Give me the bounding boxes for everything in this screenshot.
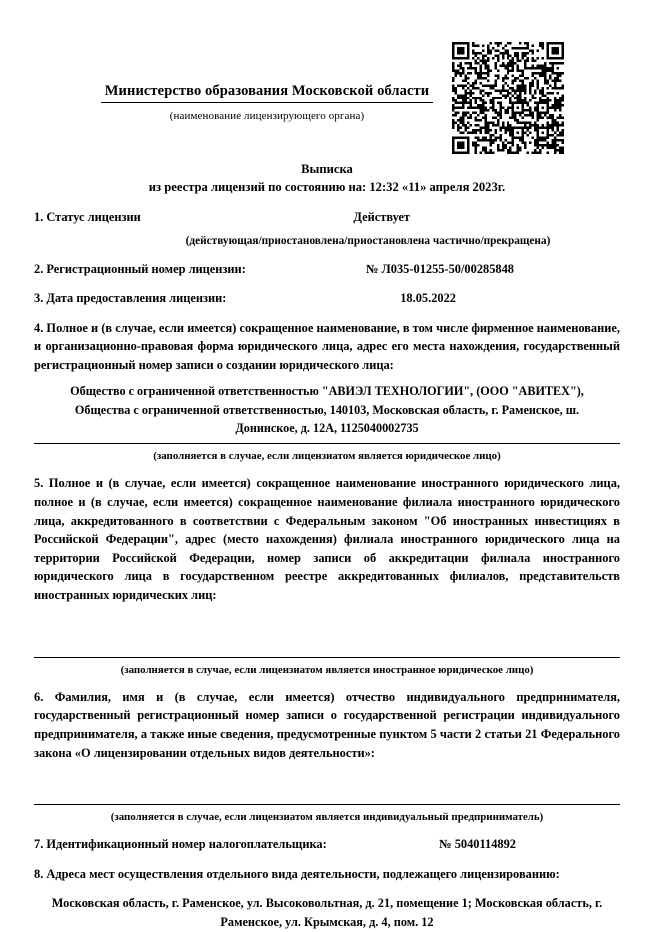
- item8-value-line2: Раменское, ул. Крымская, д. 4, пом. 12: [220, 914, 434, 929]
- registration-number-row: [34, 261, 620, 278]
- item8-value-line1: Московская область, г. Раменское, ул. Высоковольтная, д. 21, помещение 1; Московская область, г.: [51, 895, 603, 910]
- inn-label: 7. Идентификационный номер налогоплательщика:: [34, 837, 327, 852]
- issue-date-value: 18.05.2022: [400, 290, 456, 305]
- item5-rule: [34, 657, 620, 658]
- page-title: Министерство образования Московской области: [101, 82, 433, 103]
- license-status-row: [34, 209, 620, 226]
- item4-value-line2: Общества с ограниченной ответственностью, 140103, Московская область, г. Раменское, ш.: [74, 402, 580, 417]
- document-title-line2: из реестра лицензий по состоянию на: 12:32 «11» апреля 2023г.: [148, 180, 506, 195]
- inn-row: [34, 836, 620, 853]
- org-name-caption: (наименование лицензирующего органа): [169, 110, 365, 123]
- qr-code: [452, 42, 564, 154]
- registration-number-label: 2. Регистрационный номер лицензии:: [34, 262, 246, 277]
- registration-number-value: № Л035-01255-50/00285848: [366, 262, 514, 277]
- issue-date-label: 3. Дата предоставления лицензии:: [34, 290, 227, 305]
- item4-value-line3: Донинское, д. 12А, 1125040002735: [235, 420, 419, 435]
- license-status-value: Действует: [353, 209, 410, 224]
- item4-caption: (заполняется в случае, если лицензиатом является юридическое лицо): [153, 450, 501, 463]
- license-status-label: 1. Статус лицензии: [34, 209, 141, 224]
- item5-value-area: [34, 605, 620, 651]
- item6-rule: [34, 804, 620, 805]
- item6-caption: (заполняется в случае, если лицензиатом является индивидуальный предприниматель): [110, 811, 544, 824]
- item4-value: [34, 382, 620, 437]
- issue-date-row: [34, 290, 620, 307]
- item8-text: 8. Адреса мест осуществления отдельного вида деятельности, подлежащего лицензированию:: [34, 867, 560, 882]
- document-title: [34, 160, 620, 197]
- item5-text: 5. Полное и (в случае, если имеется) сокращенное наименование иностранного юридического лица, полное и (в случае, если имеется) сокращенное наименование филиала иностранного юридического лица, аккредитованного в соответствии с Федеральным законом "Об иностранных инвестициях в Российской Федерации", адрес (место нахождения) филиала иностранного юридического лица на территории Российской Федерации, номер записи об аккредитации филиала иностранного юридического лица в государственном реестре аккредитованных филиалов, представительств иностранных юридических лиц:: [34, 476, 620, 603]
- item5-caption: (заполняется в случае, если лицензиатом является иностранное юридическое лицо): [120, 663, 534, 676]
- item6-text: 6. Фамилия, имя и (в случае, если имеется) отчество индивидуального предпринимателя, государственный регистрационный номер записи о государственной регистрации индивидуального предпринимателя, а также иные сведения, предусмотренные пунктом 5 части 2 статьи 21 Федерального закона «О лицензировании отдельных видов деятельности»:: [34, 689, 620, 760]
- item4-text: 4. Полное и (в случае, если имеется) сокращенное наименование, в том числе фирменное наименование, и организационно-правовая форма юридического лица, адрес его места нахождения, государственный регистрационный номер записи о создании юридического лица:: [34, 320, 620, 372]
- item6-value-area: [34, 762, 620, 798]
- item4-rule: [34, 443, 620, 444]
- inn-value: № 5040114892: [439, 837, 516, 852]
- document-title-line1: Выписка: [301, 162, 353, 177]
- item8-value: [34, 894, 620, 932]
- item4-value-line1: Общество с ограниченной ответственностью "АВИЭЛ ТЕХНОЛОГИИ", (ООО "АВИТЕХ"),: [70, 384, 584, 399]
- license-status-note: (действующая/приостановлена/приостановлена частично/прекращена): [185, 235, 551, 248]
